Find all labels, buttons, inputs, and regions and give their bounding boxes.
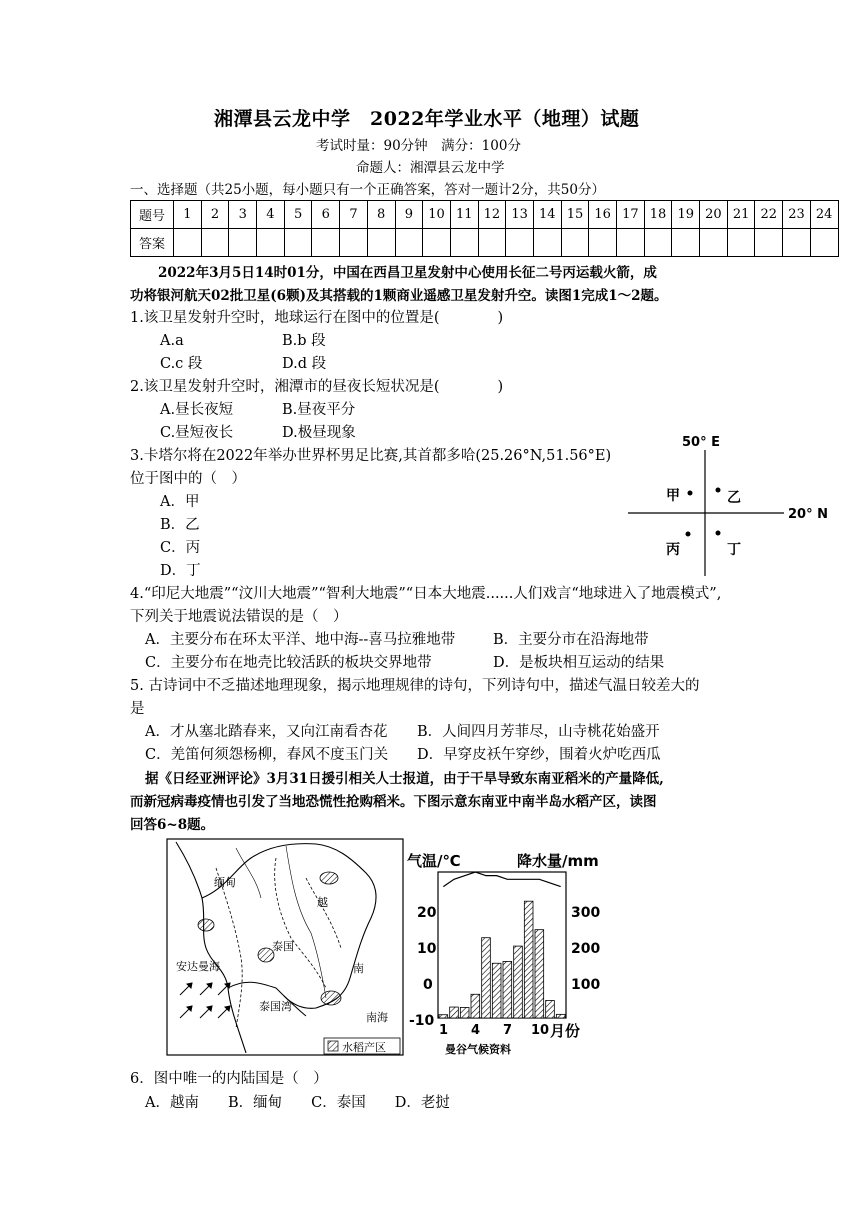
- q3-stem-line1: 3.卡塔尔将在2022年举办世界杯男足比赛,其首都多哈(25.26°N,51.56°E): [130, 448, 612, 464]
- x-axis-label: 月份: [550, 1022, 581, 1040]
- q3-option-d[interactable]: D．丁: [160, 563, 201, 579]
- q5-option-d[interactable]: D．早穿皮袄午穿纱，围着火炉吃西瓜: [417, 747, 661, 763]
- answer-cell[interactable]: [755, 229, 783, 257]
- answer-cell[interactable]: [450, 229, 478, 257]
- precip-bar: [546, 1000, 555, 1018]
- legend-swatch: [328, 1041, 338, 1051]
- setter: 命题人：湘潭县云龙中学: [356, 160, 505, 176]
- answer-cell[interactable]: [533, 229, 561, 257]
- q5-option-c[interactable]: C．羌笛何须怨杨柳，春风不度玉门关: [145, 747, 389, 763]
- table-cell: 10: [423, 201, 451, 229]
- precip-bar: [471, 994, 480, 1018]
- q1-option-b[interactable]: B.b 段: [282, 333, 326, 349]
- label-jia: 甲: [666, 488, 680, 504]
- row-label-answer: 答案: [131, 229, 174, 257]
- q2-option-b[interactable]: B.昼夜平分: [282, 402, 356, 418]
- table-cell: 20: [700, 201, 728, 229]
- q2-option-a[interactable]: A.昼长夜短: [160, 402, 234, 418]
- table-cell: 14: [533, 201, 561, 229]
- answer-cell[interactable]: [367, 229, 395, 257]
- q6-options[interactable]: A．越南 B．缅甸 C．泰国 D．老挝: [145, 1095, 450, 1111]
- precip-bar: [482, 938, 491, 1018]
- q3-option-b[interactable]: B．乙: [160, 517, 200, 533]
- answer-cell[interactable]: [395, 229, 423, 257]
- rice-area-mekong-delta: [321, 991, 341, 1005]
- answer-cell[interactable]: [174, 229, 202, 257]
- answer-cell[interactable]: [284, 229, 312, 257]
- q3-stem-line2: 位于图中的（ ）: [130, 471, 246, 487]
- q5-option-a[interactable]: A．才从塞北踏春来，又向江南看杏花: [145, 724, 388, 740]
- q4-stem-line2: 下列关于地震说法错误的是（ ）: [130, 609, 348, 625]
- point-yi: [716, 488, 721, 493]
- temp-axis-label: 气温/℃: [407, 852, 461, 870]
- q1-option-d[interactable]: D.d 段: [282, 356, 327, 372]
- table-cell: 16: [589, 201, 617, 229]
- q6-stem: 6．图中唯一的内陆国是（ ）: [130, 1071, 328, 1087]
- precip-bars: [439, 901, 565, 1018]
- table-cell: 17: [617, 201, 645, 229]
- precip-bar: [492, 963, 501, 1018]
- q5-option-b[interactable]: B．人间四月芳菲尽，山寺桃花始盛开: [417, 724, 660, 740]
- table-cell: 13: [506, 201, 534, 229]
- answer-cell[interactable]: [672, 229, 700, 257]
- q4-option-c[interactable]: C．主要分布在地壳比较活跃的板块交界地带: [145, 655, 432, 671]
- answer-cell[interactable]: [727, 229, 755, 257]
- lon-label: 50° E: [682, 435, 720, 450]
- coordinate-figure: [622, 428, 840, 578]
- rice-area-vietnam-north: [320, 872, 338, 884]
- chart-source: 曼谷气候资料: [445, 1043, 511, 1056]
- label-andaman: 安达曼海: [176, 960, 220, 973]
- point-ding: [716, 531, 721, 536]
- table-cell: 9: [395, 201, 423, 229]
- precip-bar: [460, 1007, 469, 1018]
- table-cell: 24: [810, 201, 838, 229]
- temp-tick: 0: [423, 977, 433, 993]
- exam-info: 考试时量：90分钟 满分：100分: [316, 138, 521, 154]
- label-ding: 丁: [727, 542, 741, 558]
- climate-chart: [405, 842, 605, 1060]
- q4-stem-line1: 4.“印尼大地震”“汶川大地震”“智利大地震”“日本大地震......人们戏言“地球进入了地震模式”,: [130, 586, 722, 602]
- q2-stem: 2.该卫星发射升空时，湘潭市的昼夜长短状况是( ): [130, 379, 504, 395]
- x-tick: 10: [531, 1023, 550, 1038]
- q4-option-d[interactable]: D．是板块相互运动的结果: [493, 655, 665, 671]
- table-cell: 18: [644, 201, 672, 229]
- label-south-sea: 南海: [366, 1011, 388, 1024]
- precip-bar: [556, 1014, 565, 1018]
- precip-bar: [514, 946, 523, 1018]
- label-gulf: 泰国湾: [259, 1000, 292, 1013]
- temp-tick: -10: [409, 1013, 435, 1029]
- precip-bar: [503, 961, 512, 1018]
- table-cell: 23: [783, 201, 811, 229]
- answer-table: [130, 200, 839, 257]
- prec-tick: 100: [571, 977, 601, 993]
- row-label-number: 题号: [131, 201, 174, 229]
- answer-cell[interactable]: [257, 229, 285, 257]
- q2-option-c[interactable]: C.昼短夜长: [160, 425, 234, 441]
- temp-tick: 20: [417, 905, 437, 921]
- plot-frame: [438, 872, 566, 1018]
- passage2-line2: 而新冠病毒疫情也引发了当地恐慌性抢购稻米。下图示意东南亚中南半岛水稻产区，读图: [130, 794, 657, 810]
- q4-option-a[interactable]: A．主要分布在环太平洋、地中海--喜马拉雅地带: [145, 632, 456, 648]
- page-title: 湘潭县云龙中学 2022年学业水平（地理）试题: [214, 108, 640, 130]
- x-tick: 4: [471, 1023, 481, 1038]
- table-cell: 15: [561, 201, 589, 229]
- answer-cell[interactable]: [506, 229, 534, 257]
- indochina-map: [166, 838, 404, 1056]
- passage1-line2: 功将银河航天02批卫星(6颗)及其搭载的1颗商业遥感卫星发射升空。读图1完成1～2题。: [130, 288, 668, 304]
- precip-bar: [524, 901, 533, 1018]
- x-tick: 1: [439, 1023, 449, 1038]
- table-cell: 6: [312, 201, 340, 229]
- q1-option-c[interactable]: C.c 段: [160, 356, 203, 372]
- label-bing: 丙: [666, 542, 680, 558]
- temp-tick: 10: [417, 941, 437, 957]
- answer-cell[interactable]: [561, 229, 589, 257]
- answer-cell[interactable]: [589, 229, 617, 257]
- lat-label: 20° N: [788, 507, 828, 522]
- passage2-line3: 回答6~8题。: [130, 817, 215, 833]
- precip-bar: [535, 930, 544, 1018]
- prec-tick: 200: [571, 941, 601, 957]
- label-nan: 南: [353, 962, 364, 975]
- table-cell: 22: [755, 201, 783, 229]
- answer-cell[interactable]: [700, 229, 728, 257]
- precip-bar: [450, 1007, 459, 1018]
- table-cell: 11: [450, 201, 478, 229]
- legend-label: 水稻产区: [342, 1041, 386, 1054]
- answer-cell[interactable]: [201, 229, 229, 257]
- table-cell: 3: [229, 201, 257, 229]
- table-row: [131, 201, 839, 229]
- table-cell: 21: [727, 201, 755, 229]
- q1-option-a[interactable]: A.a: [160, 333, 184, 349]
- table-cell: 2: [201, 201, 229, 229]
- answer-cell[interactable]: [810, 229, 838, 257]
- rice-area-myanmar: [198, 919, 214, 931]
- answer-cell[interactable]: [478, 229, 506, 257]
- temperature-line: [443, 872, 560, 887]
- table-cell: 4: [257, 201, 285, 229]
- q1-stem: 1.该卫星发射升空时，地球运行在图中的位置是( ): [130, 310, 504, 326]
- q5-stem-line2: 是: [130, 701, 145, 717]
- section-heading: 一、选择题（共25小题，每小题只有一个正确答案，答对一题计2分，共50分）: [130, 182, 605, 198]
- q2-option-d[interactable]: D.极昼现象: [282, 425, 356, 441]
- label-yi: 乙: [727, 490, 741, 506]
- x-tick: 7: [503, 1023, 513, 1038]
- answer-cell[interactable]: [617, 229, 645, 257]
- answer-cell[interactable]: [340, 229, 368, 257]
- table-cell: 1: [174, 201, 202, 229]
- q4-option-b[interactable]: B．主要分市在沿海地带: [493, 632, 649, 648]
- table-cell: 19: [672, 201, 700, 229]
- q3-option-c[interactable]: C．丙: [160, 540, 201, 556]
- label-thailand: 泰国: [272, 940, 294, 953]
- answer-cell[interactable]: [783, 229, 811, 257]
- table-cell: 5: [284, 201, 312, 229]
- answer-cell[interactable]: [312, 229, 340, 257]
- point-jia: [688, 491, 693, 496]
- prec-axis-label: 降水量/mm: [517, 852, 599, 870]
- label-myanmar: 缅甸: [214, 876, 236, 889]
- passage2-line1: 据《日经亚洲评论》3月31日援引相关人士报道，由于干旱导致东南亚稻米的产量降低,: [145, 771, 664, 787]
- passage1-line1: 2022年3月5日14时01分，中国在西昌卫星发射中心使用长征二号丙运载火箭，成: [158, 265, 657, 281]
- q3-option-a[interactable]: A．甲: [160, 494, 200, 510]
- label-viet: 越: [317, 896, 328, 909]
- table-cell: 8: [367, 201, 395, 229]
- table-cell: 7: [340, 201, 368, 229]
- answer-cell[interactable]: [229, 229, 257, 257]
- point-bing: [686, 532, 691, 537]
- answer-cell[interactable]: [423, 229, 451, 257]
- table-cell: 12: [478, 201, 506, 229]
- q5-stem-line1: 5. 古诗词中不乏描述地理现象，揭示地理规律的诗句，下列诗句中，描述气温日较差大的: [130, 678, 700, 694]
- precip-bar: [439, 1015, 448, 1018]
- table-row: [131, 229, 839, 257]
- answer-cell[interactable]: [644, 229, 672, 257]
- prec-tick: 300: [571, 905, 601, 921]
